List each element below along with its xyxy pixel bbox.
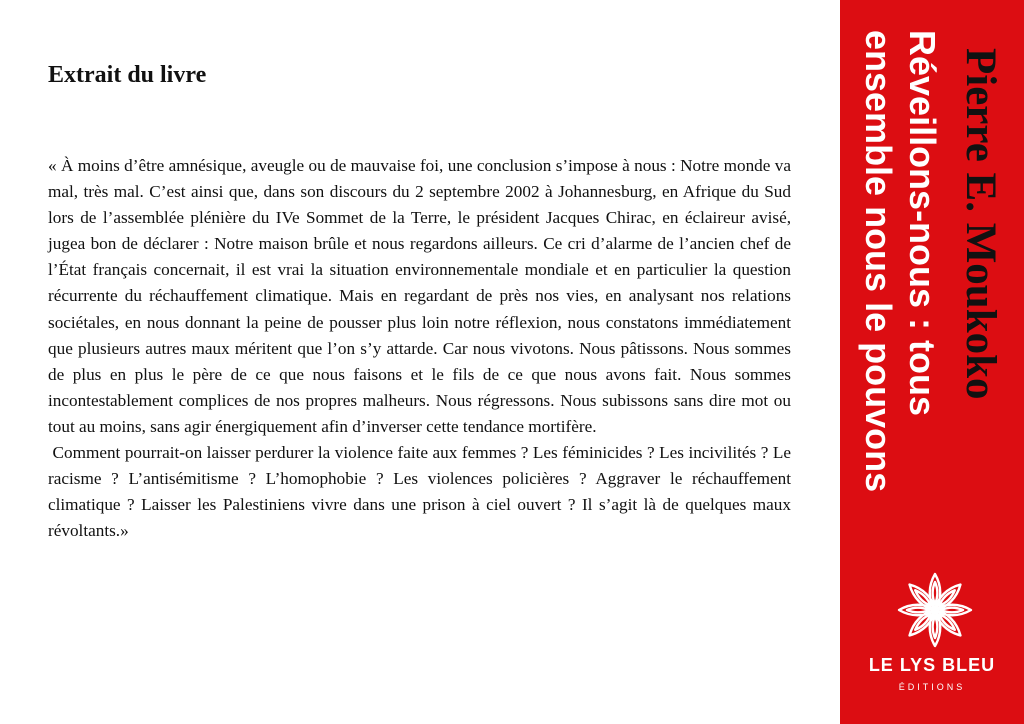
book-title (852, 30, 944, 570)
excerpt-paragraph-2: Comment pourrait-on laisser perdurer la violence faite aux femmes ? Les féminicides ? Les incivilités ? Le racisme ? L’antisémitisme ? L’homophobie ? Les violences policières ? Aggraver le réchauffement climatique ? Laisser les Palestiniens vivre dans une prison à ciel ouvert ? Il s’agit là de quelques maux révoltants.» (48, 443, 796, 541)
page-title: Extrait du livre (48, 62, 207, 88)
book-title-line-2: ensemble nous le pouvons (858, 30, 899, 493)
publisher-name: LE LYS BLEU (868, 655, 996, 675)
author-name: Pierre E. Moukoko (957, 48, 1004, 400)
book-excerpt (48, 153, 796, 544)
lily-flower-icon (895, 570, 975, 650)
book-title-line-1: Réveillons-nous : tous (902, 30, 943, 417)
excerpt-paragraph-1: « À moins d’être amnésique, aveugle ou de mauvaise foi, une conclusion s’impose à nous : Notre monde va mal, très mal. C’est ainsi que, dans son discours du 2 septembre 2002 à Johannesburg, en Afrique du Sud lors de l’assemblée plénière du IVe Sommet de la Terre, le président Jacques Chirac, en éclaireur avisé, jugea bon de déclarer : Notre maison brûle et nous regardons ailleurs. Ce cri d’alarme de l’ancien chef de l’État français concernait, il est vrai la situation environnementale mondiale et en particulier la question récurrente du réchauffement climatique. Mais en regardant de près nos vies, en analysant nos relations sociétales, en nous donnant la peine de pousser plus loin notre réflexion, nous constatons immédiatement que plusieurs autres maux méritent que l’on s’y attarde. Car nous vivotons. Nous pâtissons. Nous sommes de plus en plus le père de ce que nous faisons et le fils de ce que nous avons fait. Nous sommes incontestablement complices de nos propres malheurs. Nous régressons. Nous subissons sans dire mot ou tout au moins, sans agir énergiquement afin d’inverser cette tendance mortifère. (48, 156, 791, 436)
publisher-subtitle: ÉDITIONS (898, 682, 966, 692)
